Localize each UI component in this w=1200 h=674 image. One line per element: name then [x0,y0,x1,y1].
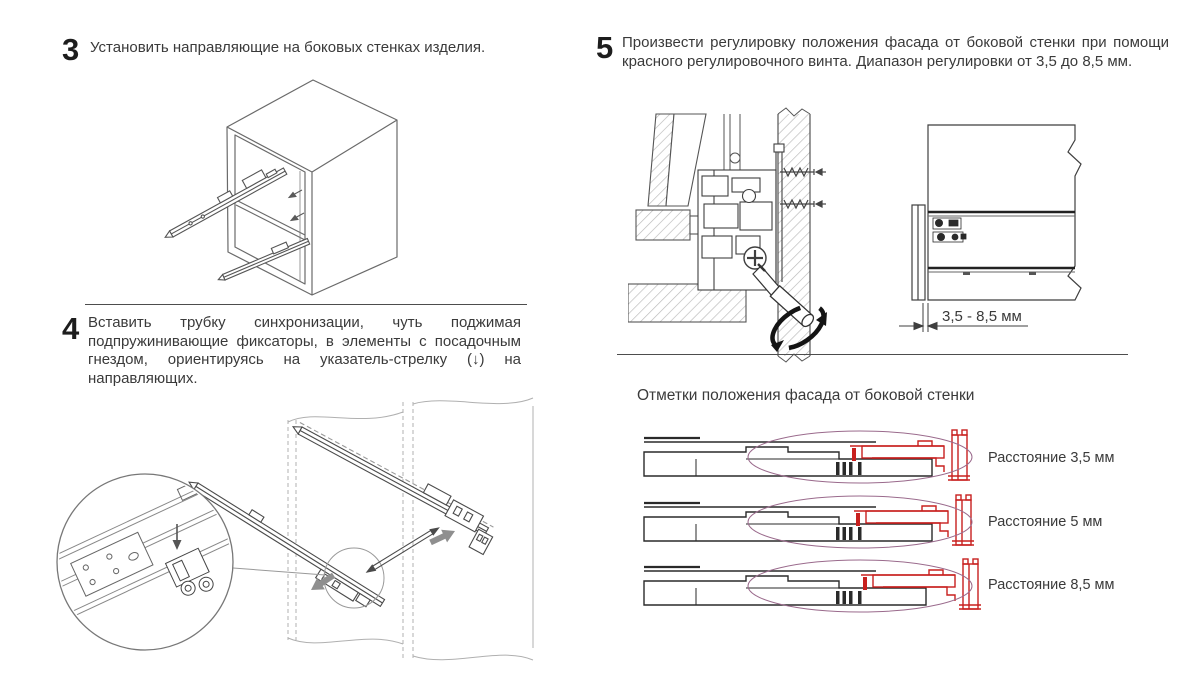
adjustment-cross-section [628,106,900,366]
facade-position-diagram-3-5 [636,426,981,486]
slide-profile [644,438,932,476]
highlight-ellipse [748,560,972,612]
drawer-side-panel [928,125,1081,300]
drawer-side-rails [724,114,740,170]
mount-arrow-icons [289,190,304,221]
highlight-ellipse [748,431,972,483]
drawer-slide-lower [215,234,310,282]
right-section-divider [617,354,1128,355]
cabinet-diagram [150,72,470,307]
facade-bracket-red [861,559,981,609]
marks-section-heading: Отметки положения фасада от боковой стенки [637,387,975,404]
side-view-diagram [893,106,1188,351]
leader-line [233,568,325,575]
step3-number: 3 [62,32,80,67]
adjustment-screw-icon [744,247,766,269]
slide-profile [644,503,932,541]
range-dimension-label: 3,5 - 8,5 мм [942,308,1022,325]
position-marks [836,462,862,475]
sync-tube-diagram [55,392,540,670]
distance-label-5: Расстояние 5 мм [988,514,1103,530]
left-section-divider [85,304,527,305]
facade-position-diagram-8-5 [636,555,981,615]
step5-text: Произвести регулировку положения фасада от боковой стенки при помощи красного регулировочного винта. Диапазон регулировки от 3,5 до 8,5 мм. [622,34,1169,70]
drawer-slide-upper [159,160,287,240]
step5-number: 5 [596,30,614,65]
facade-panel [912,205,925,300]
step3-text: Установить направляющие на боковых стенках изделия. [90,39,486,56]
facade-bracket-red [854,495,974,545]
position-marks [836,527,862,540]
step4-number: 4 [62,311,80,346]
adjustment-mechanism [698,144,784,290]
side-panels [288,398,533,660]
drawer-front-section [648,114,706,206]
mechanism-markings [933,218,966,242]
step4-text: Вставить трубку синхронизации, чуть поджимая подпружинивающие фиксаторы, в элементы с посадочным гнездом, ориентируясь на указатель-стрелку (↓) на направляющих. [88,314,521,387]
rail-upper [283,414,501,554]
slide-profile [644,567,926,605]
facade-bracket-red [850,430,970,480]
position-marks [836,591,862,604]
distance-label-8-5: Расстояние 8,5 мм [988,577,1115,593]
distance-label-3-5: Расстояние 3,5 мм [988,450,1115,466]
facade-position-diagram-5 [636,491,981,551]
